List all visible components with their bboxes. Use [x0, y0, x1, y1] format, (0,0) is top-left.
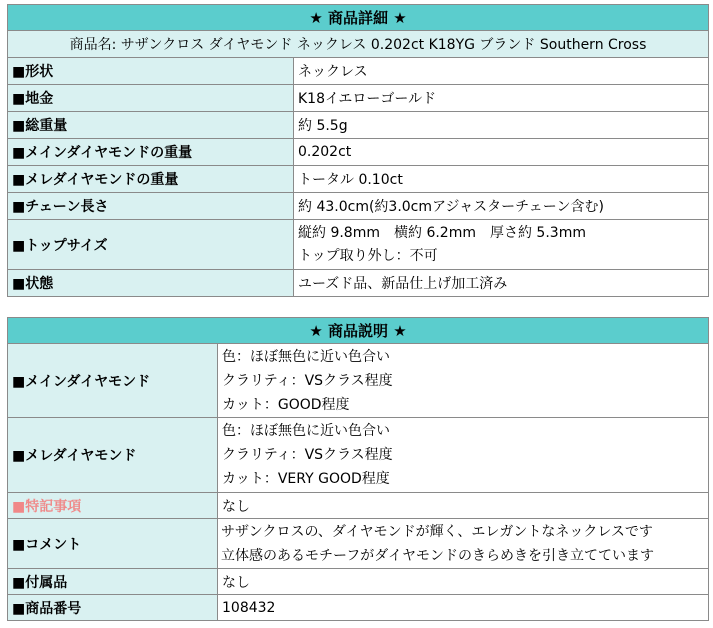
special-notes-value: なし [218, 493, 709, 519]
shape-label: ■形状 [8, 58, 294, 85]
comment-value [218, 519, 709, 569]
product-details-table [7, 4, 709, 297]
metal-label: ■地金 [8, 85, 294, 112]
main-diamond-clarity: クラリティ：VSクラス程度 [222, 372, 393, 389]
melee-diamond-weight-label: ■メレダイヤモンドの重量 [8, 166, 294, 193]
description-header: ★ 商品説明 ★ [8, 318, 709, 344]
main-diamond-value [218, 344, 709, 418]
product-description-table [7, 317, 709, 621]
chain-length-label: ■チェーン長さ [8, 193, 294, 220]
comment-label: ■コメント [8, 519, 218, 569]
main-diamond-color: 色：ほぼ無色に近い色合い [222, 348, 390, 365]
top-size-label: ■トップサイズ [8, 220, 294, 270]
melee-diamond-cut: カット：VERY GOOD程度 [222, 471, 390, 487]
metal-value: K18イエローゴールド [294, 85, 709, 112]
accessories-label: ■付属品 [8, 569, 218, 595]
main-diamond-cut: カット：GOOD程度 [222, 396, 350, 413]
details-header: ★ 商品詳細 ★ [8, 5, 709, 31]
melee-diamond-value [218, 418, 709, 493]
melee-diamond-weight-value: トータル 0.10ct [294, 166, 709, 193]
total-weight-value: 約 5.5g [294, 112, 709, 139]
main-diamond-label: ■メインダイヤモンド [8, 344, 218, 418]
condition-label: ■状態 [8, 270, 294, 297]
comment-line-1: サザンクロスの、ダイヤモンドが輝く、エレガントなネックレスです [221, 523, 653, 540]
melee-diamond-clarity: クラリティ：VSクラス程度 [222, 447, 393, 463]
top-size-value [294, 220, 709, 270]
chain-length-value: 約 43.0cm(約3.0cmアジャスターチェーン含む) [294, 193, 709, 220]
main-diamond-weight-value: 0.202ct [294, 139, 709, 166]
top-size-removable: トップ取り外し：不可 [298, 247, 438, 264]
product-number-value: 108432 [218, 595, 709, 621]
main-diamond-weight-label: ■メインダイヤモンドの重量 [8, 139, 294, 166]
shape-value: ネックレス [294, 58, 709, 85]
accessories-value: なし [218, 569, 709, 595]
product-number-label: ■商品番号 [8, 595, 218, 621]
product-name: 商品名: サザンクロス ダイヤモンド ネックレス 0.202ct K18YG ブランド Southern Cross [8, 31, 709, 58]
top-size-dimensions: 縦約 9.8mm 横約 6.2mm 厚さ約 5.3mm [298, 224, 586, 241]
total-weight-label: ■総重量 [8, 112, 294, 139]
condition-value: ユーズド品、新品仕上げ加工済み [294, 270, 709, 297]
melee-diamond-color: 色：ほぼ無色に近い色合い [222, 423, 390, 439]
melee-diamond-label: ■メレダイヤモンド [8, 418, 218, 493]
comment-line-2: 立体感のあるモチーフがダイヤモンドのきらめきを引き立てています [221, 547, 655, 564]
special-notes-label: ■特記事項 [8, 493, 218, 519]
